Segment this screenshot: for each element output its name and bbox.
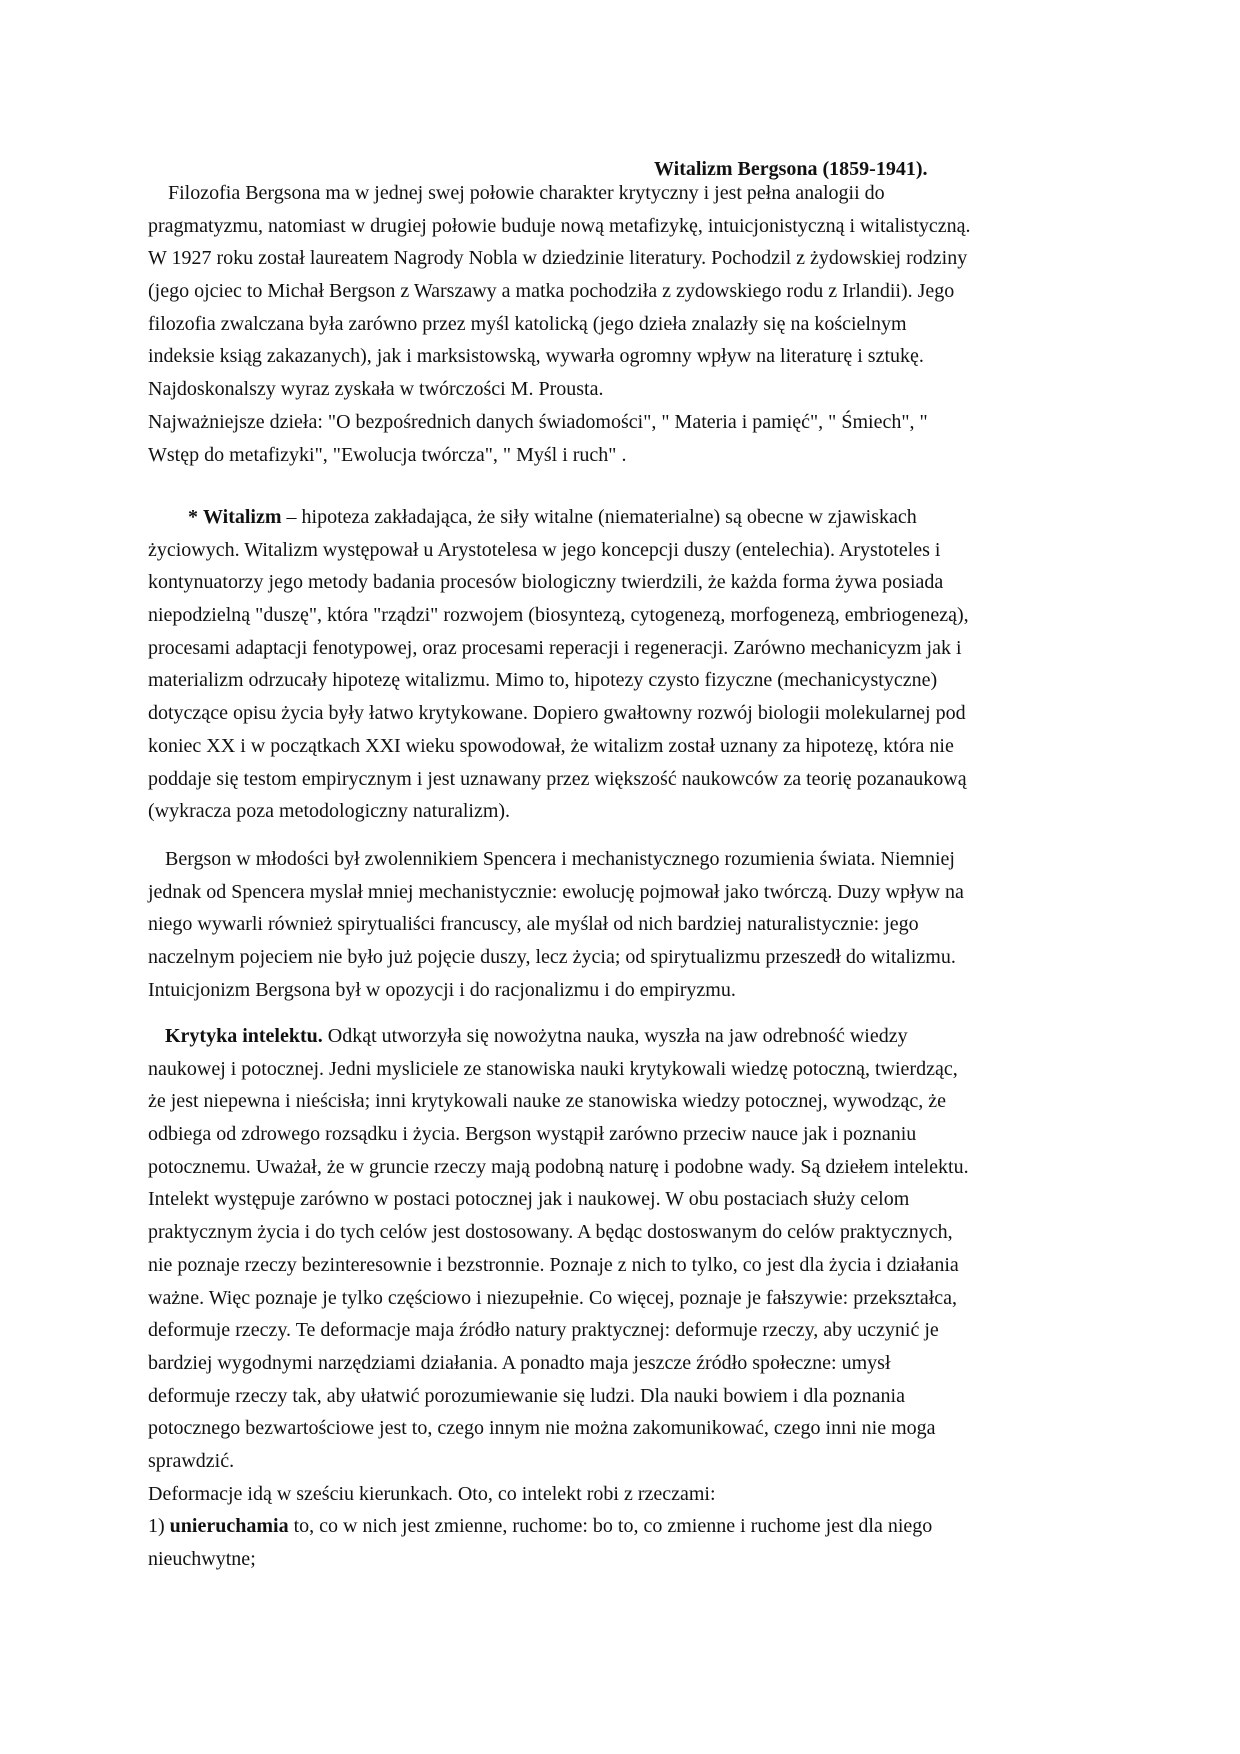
text-line: potocznego bezwartościowe jest to, czego innym nie można zakomunikować, czego inni nie moga: [148, 1417, 936, 1440]
krytyka-first-line: [148, 1020, 1092, 1053]
text-line: poddaje się testom empirycznym i jest uznawany przez większość naukowców za teorię pozanaukową: [148, 767, 967, 790]
text-line: odbiega od zdrowego rozsądku i życia. Bergson wystąpił zarówno przeciw nauce jak i poznaniu: [148, 1123, 917, 1146]
text-line: deformuje rzeczy. Te deformacje maja źródło natury praktycznej: deformuje rzeczy, aby uczynić je: [148, 1319, 939, 1342]
text-line: procesami adaptacji fenotypowej, oraz procesami reperacji i regeneracji. Zarówno mechanicyzm jak i: [148, 636, 962, 659]
text-line: Deformacje idą w sześciu kierunkach. Oto, co intelekt robi z rzeczami:: [148, 1482, 716, 1505]
page-title: Witalizm Bergsona (1859-1941).: [654, 158, 928, 180]
text-line: filozofia zwalczana była zarówno przez myśl katolicką (jego dzieła znalazły się na kościelnym: [148, 312, 907, 335]
witalizm-term: Witalizm: [203, 506, 282, 528]
text-line: W 1927 roku został laureatem Nagrody Nobla w dziedzinie literatury. Pochodzil z żydowskiej rodziny: [148, 247, 968, 270]
text-line: materializm odrzucały hipotezę witalizmu. Mimo to, hipotezy czysto fizyczne (mechanicystyczne): [148, 669, 938, 692]
witalizm-first-line: [148, 501, 1092, 534]
text-line: sprawdzić.: [148, 1449, 235, 1472]
works-line: Wstęp do metafizyki", "Ewolucja twórcza", " Myśl i ruch" .: [148, 443, 627, 466]
text-line: ważne. Więc poznaje je tylko częściowo i niezupełnie. Co więcej, poznaje je fałszywie: przekształca,: [148, 1286, 958, 1309]
krytyka-heading: Krytyka intelektu.: [165, 1025, 323, 1047]
works-line: Najważniejsze dzieła: "O bezpośrednich danych świadomości", " Materia i pamięć", " Śmiech", ": [148, 410, 928, 433]
witalizm-paragraph: [148, 501, 1092, 828]
text-line: praktycznym życia i do tych celów jest dostosowany. A będąc dostoswanym do celów praktycznych,: [148, 1221, 953, 1244]
text-line: kontynuatorzy jego metody badania procesów biologiczny twierdzili, że każda forma żywa posiada: [148, 571, 944, 594]
text-line: niepodzielną "duszę", która "rządzi" rozwojem (biosyntezą, cytogenezą, morfogenezą, embriogenezą),: [148, 604, 969, 627]
text-line: (jego ojciec to Michał Bergson z Warszawy a matka pochodziła z zydowskiego rodu z Irlandii). Jego: [148, 280, 955, 303]
text-line: jednak od Spencera myslał mniej mechanistycznie: ewolucję pojmował jako twórczą. Duzy wpływ na: [148, 880, 964, 903]
text-line: potocznemu. Uważał, że w gruncie rzeczy mają podobną naturę i podobne wady. Są dziełem intelektu.: [148, 1155, 969, 1178]
text-line: (wykracza poza metodologiczny naturalizm).: [148, 800, 511, 823]
list-term: unieruchamia: [169, 1515, 289, 1538]
text-line: pragmatyzmu, natomiast w drugiej połowie buduje nową metafizykę, intuicjonistyczną i witalistyczną.: [148, 214, 971, 237]
intro-paragraph: [148, 177, 1092, 471]
text-line: niego wywarli również spirytualiści francuscy, ale myślał od nich bardziej naturalistycznie: jego: [148, 913, 919, 936]
bergson-paragraph: [148, 843, 1092, 1006]
text-line: dotyczące opisu życia były łatwo krytykowane. Dopiero gwałtowny rozwój biologii molekularnej pod: [148, 702, 966, 725]
text-line: koniec XX i w początkach XXI wieku spowodował, że witalizm został uznany za hipotezę, która nie: [148, 734, 954, 757]
text-line: życiowych. Witalizm występował u Arystotelesa w jego koncepcji duszy (entelechia). Arystoteles i: [148, 538, 941, 561]
text-line: naczelnym pojeciem nie było już pojęcie duszy, lecz życia; od spirytualizmu przeszedł do witalizmu.: [148, 946, 956, 969]
text-line: Bergson w młodości był zwolennikiem Spencera i mechanistycznego rozumienia świata. Niemniej: [165, 848, 955, 870]
krytyka-intro: Odkąt utworzyła się nowożytna nauka, wyszła na jaw odrebność wiedzy: [322, 1025, 908, 1047]
text-line: deformuje rzeczy tak, aby ułatwić porozumiewanie się ludzi. Dla nauki bowiem i dla poznania: [148, 1384, 905, 1407]
text-line: Intuicjonizm Bergsona był w opozycji i do racjonalizmu i do empiryzmu.: [148, 978, 736, 1001]
text-line: nie poznaje rzeczy bezinteresownie i bezstronnie. Poznaje z nich to tylko, co jest dla życia i działania: [148, 1253, 959, 1276]
text-line: naukowej i potocznej. Jedni mysliciele ze stanowiska nauki krytykowali wiedzę potoczną, twierdząc,: [148, 1057, 958, 1080]
text-line: indeksie ksiąg zakazanych), jak i marksistowską, wywarła ogromny wpływ na literaturę i sztukę.: [148, 345, 924, 368]
text-line: Filozofia Bergsona ma w jednej swej połowie charakter krytyczny i jest pełna analogii do: [168, 182, 885, 204]
list-text: to, co w nich jest zmienne, ruchome: bo to, co zmienne i ruchome jest dla niego: [288, 1515, 933, 1538]
footnote-marker: *: [188, 506, 198, 528]
list-item-1: [148, 1510, 1092, 1543]
text-line: bardziej wygodnymi narzędziami działania. A ponadto maja jeszcze źródło społeczne: umysł: [148, 1351, 891, 1374]
krytyka-paragraph: [148, 1020, 1092, 1576]
text-line: Najdoskonalszy wyraz zyskała w twórczości M. Prousta.: [148, 378, 604, 401]
witalizm-definition: – hipoteza zakładająca, że siły witalne (niematerialne) są obecne w zjawiskach: [281, 506, 917, 528]
list-item-1-cont: nieuchwytne;: [148, 1548, 256, 1570]
text-line: Intelekt występuje zarówno w postaci potocznej jak i naukowej. W obu postaciach służy celom: [148, 1188, 910, 1211]
text-line: że jest niepewna i nieścisła; inni krytykowali nauke ze stanowiska wiedzy potocznej, wywodząc, że: [148, 1090, 947, 1113]
list-number: 1): [148, 1515, 165, 1538]
